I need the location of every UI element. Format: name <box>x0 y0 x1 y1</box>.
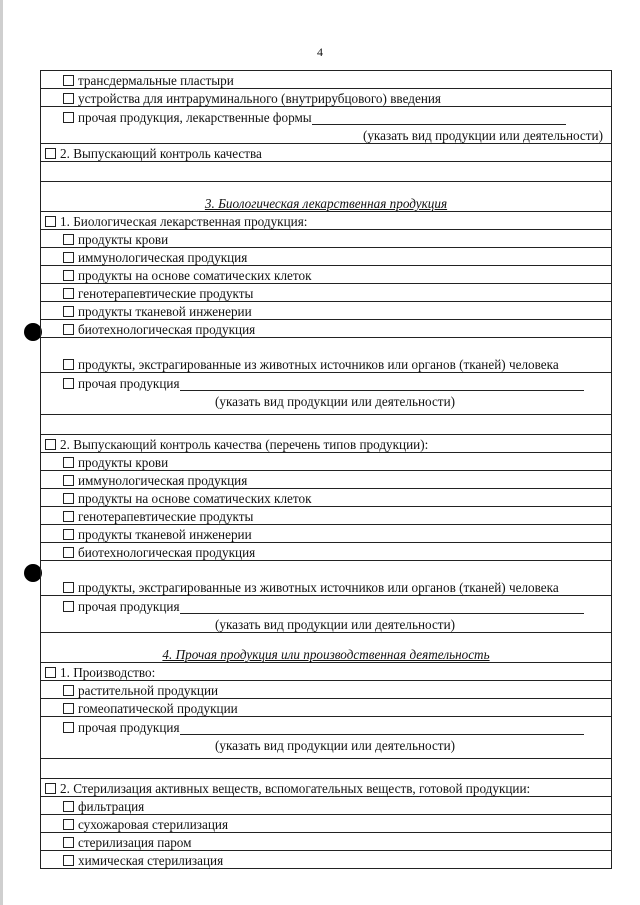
checkbox[interactable] <box>63 112 74 123</box>
section-heading: 4. Прочая продукция или производственная деятельность <box>162 647 490 662</box>
table-row <box>41 320 612 338</box>
checkbox[interactable] <box>63 582 74 593</box>
item-label: 2. Выпускающий контроль качества (перечень типов продукции): <box>60 437 429 452</box>
checkbox[interactable] <box>63 685 74 696</box>
table-row <box>41 89 612 107</box>
list-item <box>41 561 612 596</box>
list-item <box>41 681 612 699</box>
table-row <box>41 71 612 89</box>
item-label: устройства для интраруминального (внутрирубцового) введения <box>78 91 441 106</box>
form-table <box>40 70 612 869</box>
checkbox[interactable] <box>45 667 56 678</box>
checkbox[interactable] <box>63 547 74 558</box>
item-label: генотерапевтические продукты <box>78 286 254 301</box>
checkbox[interactable] <box>63 93 74 104</box>
table-row <box>41 284 612 302</box>
checkbox[interactable] <box>45 783 56 794</box>
list-item <box>41 248 612 266</box>
table-row <box>41 633 612 663</box>
blank-cell <box>41 759 612 779</box>
list-item <box>41 230 612 248</box>
page-number: 4 <box>317 45 323 59</box>
list-item <box>41 779 612 797</box>
table-row <box>41 561 612 596</box>
other-product-item <box>41 717 612 759</box>
checkbox[interactable] <box>63 703 74 714</box>
list-item <box>41 435 612 453</box>
table-row <box>41 815 612 833</box>
list-item <box>41 71 612 89</box>
list-item <box>41 89 612 107</box>
checkbox[interactable] <box>63 601 74 612</box>
list-item <box>41 144 612 162</box>
item-label: биотехнологическая продукция <box>78 545 256 560</box>
checkbox[interactable] <box>63 475 74 486</box>
item-label: 2. Стерилизация активных веществ, вспомогательных веществ, готовой продукции: <box>60 781 531 796</box>
item-label: химическая стерилизация <box>78 853 224 868</box>
item-label: 1. Биологическая лекарственная продукция: <box>60 214 308 229</box>
checkbox[interactable] <box>63 288 74 299</box>
item-label: стерилизация паром <box>78 835 192 850</box>
item-label: продукты на основе соматических клеток <box>78 491 312 506</box>
fill-in-line[interactable] <box>180 600 584 614</box>
checkbox[interactable] <box>63 493 74 504</box>
checkbox[interactable] <box>63 837 74 848</box>
item-label: генотерапевтические продукты <box>78 509 254 524</box>
table-row <box>41 373 612 415</box>
scan-edge <box>0 0 3 905</box>
checkbox[interactable] <box>63 252 74 263</box>
table-row <box>41 833 612 851</box>
table-row <box>41 681 612 699</box>
section-heading-cell <box>41 633 612 663</box>
table-row <box>41 453 612 471</box>
item-label: иммунологическая продукция <box>78 473 248 488</box>
item-label: гомеопатической продукции <box>78 701 238 716</box>
other-product-item <box>41 596 612 633</box>
list-item <box>41 266 612 284</box>
table-row <box>41 230 612 248</box>
checkbox[interactable] <box>63 457 74 468</box>
table-row <box>41 543 612 561</box>
table-row <box>41 596 612 633</box>
item-label: сухожаровая стерилизация <box>78 817 229 832</box>
specify-hint: (указать вид продукции или деятельности) <box>214 617 456 632</box>
fill-in-line[interactable] <box>312 111 566 125</box>
item-label: продукты тканевой инженерии <box>78 527 252 542</box>
table-row <box>41 338 612 373</box>
checkbox[interactable] <box>63 378 74 389</box>
item-label: прочая продукция <box>78 599 180 614</box>
table-row <box>41 851 612 869</box>
other-product-item <box>41 107 612 144</box>
table-row <box>41 182 612 212</box>
item-label: продукты тканевой инженерии <box>78 304 252 319</box>
list-item <box>41 525 612 543</box>
table-row <box>41 302 612 320</box>
list-item <box>41 212 612 230</box>
table-row <box>41 717 612 759</box>
item-label: растительной продукции <box>78 683 219 698</box>
blank-cell <box>41 415 612 435</box>
list-item <box>41 797 612 815</box>
checkbox[interactable] <box>45 148 56 159</box>
list-item <box>41 320 612 338</box>
list-item <box>41 543 612 561</box>
checkbox[interactable] <box>45 216 56 227</box>
checkbox[interactable] <box>63 270 74 281</box>
table-row <box>41 107 612 144</box>
table-row <box>41 759 612 779</box>
item-label: трансдермальные пластыри <box>78 73 234 88</box>
item-label: прочая продукция, лекарственные формы <box>78 110 312 125</box>
table-row <box>41 779 612 797</box>
list-item <box>41 302 612 320</box>
table-row <box>41 415 612 435</box>
item-label: биотехнологическая продукция <box>78 322 256 337</box>
item-label: продукты крови <box>78 455 169 470</box>
table-row <box>41 212 612 230</box>
fill-in-line[interactable] <box>180 721 584 735</box>
table-row <box>41 248 612 266</box>
item-label: продукты, экстрагированные из животных источников или органов (тканей) человека <box>78 580 559 595</box>
checkbox[interactable] <box>45 439 56 450</box>
list-item <box>41 338 612 373</box>
section-heading: 3. Биологическая лекарственная продукция <box>204 196 448 211</box>
fill-in-line[interactable] <box>180 377 584 391</box>
specify-hint: (указать вид продукции или деятельности) <box>362 128 603 143</box>
list-item <box>41 471 612 489</box>
table-row <box>41 144 612 162</box>
table-row <box>41 489 612 507</box>
list-item <box>41 663 612 681</box>
item-label: 1. Производство: <box>60 665 156 680</box>
checkbox[interactable] <box>63 801 74 812</box>
item-label: продукты, экстрагированные из животных источников или органов (тканей) человека <box>78 357 559 372</box>
table-row <box>41 507 612 525</box>
checkbox[interactable] <box>63 234 74 245</box>
checkbox[interactable] <box>63 324 74 335</box>
checkbox[interactable] <box>63 359 74 370</box>
table-row <box>41 471 612 489</box>
table-row <box>41 699 612 717</box>
list-item <box>41 699 612 717</box>
checkbox[interactable] <box>63 819 74 830</box>
item-label: продукты крови <box>78 232 169 247</box>
checkbox[interactable] <box>63 75 74 86</box>
list-item <box>41 489 612 507</box>
list-item <box>41 507 612 525</box>
item-label: иммунологическая продукция <box>78 250 248 265</box>
specify-hint: (указать вид продукции или деятельности) <box>214 738 456 753</box>
table-row <box>41 435 612 453</box>
checkbox[interactable] <box>63 855 74 866</box>
table-row <box>41 266 612 284</box>
list-item <box>41 833 612 851</box>
checkbox[interactable] <box>63 529 74 540</box>
list-item <box>41 815 612 833</box>
other-product-item <box>41 373 612 415</box>
table-row <box>41 525 612 543</box>
item-label: прочая продукция <box>78 376 180 391</box>
table-row <box>41 797 612 815</box>
list-item <box>41 453 612 471</box>
item-label: фильтрация <box>78 799 145 814</box>
section-heading-cell <box>41 182 612 212</box>
item-label: 2. Выпускающий контроль качества <box>60 146 262 161</box>
item-label: прочая продукция <box>78 720 180 735</box>
table-row <box>41 162 612 182</box>
list-item <box>41 284 612 302</box>
checkbox[interactable] <box>63 511 74 522</box>
list-item <box>41 851 612 869</box>
table-row <box>41 663 612 681</box>
item-label: продукты на основе соматических клеток <box>78 268 312 283</box>
blank-cell <box>41 162 612 182</box>
specify-hint: (указать вид продукции или деятельности) <box>214 394 456 409</box>
checkbox[interactable] <box>63 722 74 733</box>
checkbox[interactable] <box>63 306 74 317</box>
